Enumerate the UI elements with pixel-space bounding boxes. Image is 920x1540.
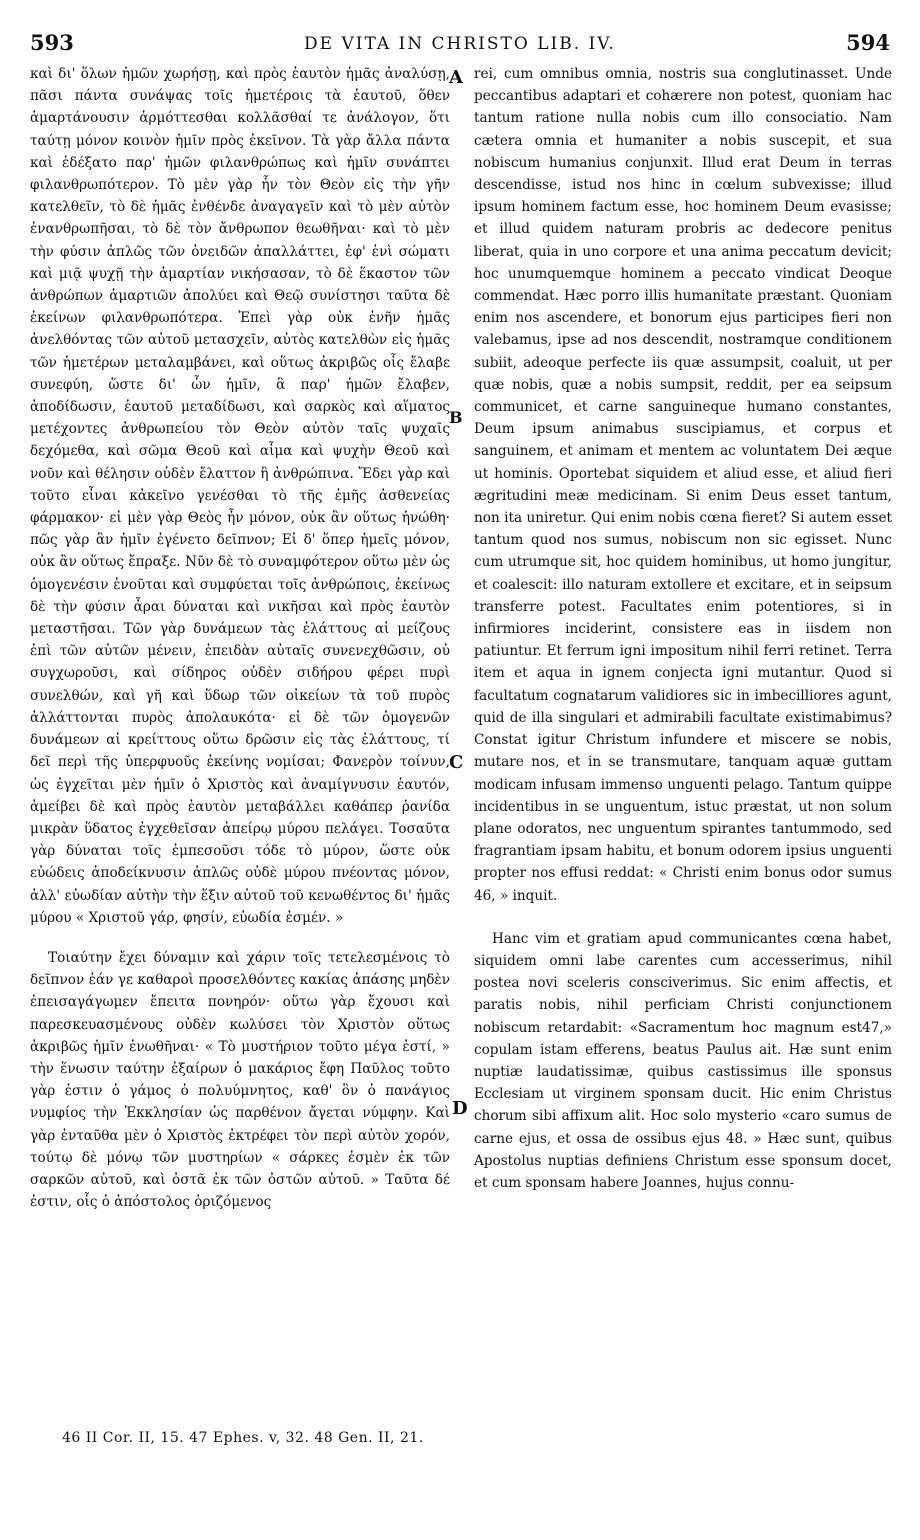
greek-paragraph-2: Τοιαύτην ἔχει δύναμιν καὶ χάριν τοῖς τετελεσμένοις τὸ δεῖπνον ἐάν γε καθαροὶ προσελθόντες κακίας ἁπάσης μηδὲν ἐπεισαγάγωμεν ἔπειτα πονηρόν· οὕτω γὰρ ἔχουσι καὶ παρεσκευασμένους οὐδὲν κωλύσει τὸν Χριστὸν οὕτως ἀκριβῶς ἡμῖν ἑνωθῆναι· « Τὸ μυστήριον τοῦτο μέγα ἐστί, » τὴν ἕνωσιν ταύτην ἐξαίρων ὁ μακάριος ἔφη Παῦλος τοῦτο γὰρ ἐστιν ὁ γάμος ὁ πολυύμνητος, καθ' ὃν ὁ πανάγιος νυμφίος τὴν Ἐκκλησίαν ὡς παρθένον ἄγεται νύμφην. Καὶ γὰρ ἐνταῦθα μὲν ὁ Χριστὸς ἐκτρέφει τὸν περὶ αὐτὸν χορόν, τούτῳ δὲ μόνῳ τῶν μυστηρίων « σάρκες ἐσμὲν ἐκ τῶν σαρκῶν αὐτοῦ, καὶ ὀστᾶ ἐκ τῶν ὀστῶν αὐτοῦ. » Ταῦτα δέ ἐστιν, οἷς ὁ ἀπόστολος ὁριζόμενος	[30, 949, 450, 1211]
latin-paragraph-gap	[474, 907, 892, 928]
margin-letter-a: A	[449, 67, 463, 88]
running-header	[30, 30, 890, 60]
latin-column	[474, 63, 892, 1194]
page-number-right: 594	[846, 30, 890, 55]
page-number-left: 593	[30, 30, 74, 55]
greek-column	[30, 63, 450, 1213]
running-title: DE VITA IN CHRISTO LIB. IV.	[304, 34, 616, 54]
latin-paragraph-1: rei, cum omnibus omnia, nostris sua conglutinasset. Unde peccantibus adaptari et cohærere non potest, quoniam hac tantum ratione nulla nobis cum illo consociatio. Nam cætera omnia et humaniter a nobis suscepit, et sua nobiscum humanius conjunxit. Illud erat Deum in terras descendisse, istud nos hinc in cœlum subvexisse; illud ipsum hominem factum esse, hoc hominem Deum evasisse; et illud quidem naturam probris ac dedecore penitus liberat, quia in uno corpore et una anima peccatum devicit; hoc unumquemque hominem a peccato vindicat Deoque commendat. Hæc porro illis humanitate præstant. Quoniam enim nos ascendere, et bonorum ejus participes fieri non valebamus, ipse ad nos descendit, nostramque conditionem subiit, adeoque perfecte iis quæ assumpsit, coaluit, ut per quæ nobis, quæ a nobis sumpsit, reddit, per ea seipsum communicet, et carne sanguineque humano constantes, Deum ipsum animabus suscipiamus, et corpus et sanguinem, et animam et mentem ac voluntatem Dei æque ut hominis. Oportebat siquidem et aliud esse, et aliud fieri ægritudini meæ medicinam. Si enim Deus esset tantum, non ita uniretur. Qui enim nobis cœna fieret? Si autem esset tantum quod nos sumus, nobiscum non sic egisset. Nunc cum utrumque sit, hoc quidem hominibus, ut homo jungitur, et coalescit: illo naturam extollere et excitare, et in seipsum transferre potest. Facultates enim potentiores, si in infirmiores inciderint, consistere eas in iisdem non patiuntur. Et ferrum igni impositum nihil ferri retinet. Terra item et aqua in ignem conjecta igni mutantur. Quod si facultatum cognatarum validiores sic in imbecilliores agunt, quid de illa singulari et admirabili facultate existimabimus? Constat igitur Christum infundere et miscere se nobis, mutare nos, et in se transmutare, tanquam aquæ guttam modicam infusam immenso unguenti pelago. Tantum quippe incidentibus in se unguentum, istuc præstat, ut non solum plane odoratos, nec unguentum spirantes tantummodo, sed fragrantiam ipsam habitu, et bonum odorem ipsius unguenti propter nos effusi reddat: « Christi enim bonus odor sumus 46, » inquit.	[474, 66, 892, 904]
margin-letter-d: D	[452, 1098, 468, 1119]
latin-paragraph-2: Hanc vim et gratiam apud communicantes cœna habet, siquidem omni labe carentes cum accesserimus, nihil postea novi sceleris consciverimus. Sic enim affectis, et paratis nobis, nihil perficiam Christi conjunctionem nobiscum retardabit: «Sacramentum hoc magnum est47,» copulam istam efferens, beatus Paulus ait. Hæ sunt enim nuptiæ laudatissimæ, quibus castissimus ille sponsus Ecclesiam ut virginem sponsam ducit. Hic enim Christus chorum sibi affixum alit. Hoc solo mysterio «caro sumus de carne ejus, et ossa de ossibus ejus 48. » Hæc sunt, quibus Apostolus nuptias definiens Christum esse sponsum docet, et cum sponsam habere Joannes, hujus connu-	[474, 930, 892, 1191]
greek-paragraph-1: καὶ δι' ὅλων ἡμῶν χωρήσῃ, καὶ πρὸς ἑαυτὸν ἡμᾶς ἀναλύσῃ, πᾶσι πάντα συνάψας τοῖς ἡμετέροις τὰ ἑαυτοῦ, ὅθεν ἁμαρτάνουσιν ἁρμόττεσθαι κολλᾶσθαί τε ἀνάλογον, ὅτι ταύτῃ μόνον κοινὸν ἡμῖν πρὸς ἐκεῖνον. Τὰ γὰρ ἄλλα πάντα καὶ ἐδέξατο παρ' ἡμῶν φιλανθρώπως καὶ ἡμῖν συνάπτει φιλανθρωπότερον. Τὸ μὲν γὰρ ἦν τὸν Θεὸν εἰς τὴν γῆν κατελθεῖν, τὸ δὲ ἡμᾶς ἐνθένδε ἀναγαγεῖν καὶ τὸ μὲν αὐτὸν ἐνανθρωπῆσαι, τὸ δὲ τὸν ἄνθρωπον θεωθῆναι· καὶ τὸ μὲν τὴν φύσιν ἁπλῶς τῶν ὀνειδῶν ἀπαλλάττει, ἐφ' ἑνὶ σώματι καὶ μιᾷ ψυχῇ τὴν ἁμαρτίαν νικήσασαν, τὸ δὲ ἕκαστον τῶν ἀνθρώπων ἁμαρτιῶν ἀπολύει καὶ Θεῷ συνίστησι ταῦτα δὲ ἐκείνων φιλανθρωπότερα. Ἐπεὶ γὰρ οὐκ ἐνῆν ἡμᾶς ἀνελθόντας τῶν αὐτοῦ μετασχεῖν, αὐτὸς κατελθὼν εἰς ἡμᾶς τῶν ἡμετέρων μεταλαμβάνει, καὶ οὕτως ἀκριβῶς οἷς ἔλαβε συνεφύη, ὥστε δι' ὧν ἡμῖν, ἃ παρ' ἡμῶν ἔλαβεν, ἀποδίδωσιν, ἑαυτοῦ μεταδίδωσι, καὶ σαρκὸς καὶ αἵματος μετέχοντες ἀνθρωπείου τὸν Θεὸν αὐτὸν ταῖς ψυχαῖς δεχόμεθα, καὶ σῶμα Θεοῦ καὶ αἷμα καὶ ψυχὴν Θεοῦ καὶ νοῦν καὶ θέλησιν οὐδὲν ἔλαττον ἢ ἀνθρώπινα. Ἔδει γὰρ καὶ τοῦτο εἶναι κἀκεῖνο γενέσθαι τὸ τῆς ἐμῆς ἀσθενείας φάρμακον· εἰ μὲν γὰρ Θεὸς ἦν μόνον, οὐκ ἂν οὕτως ἡνώθη· πῶς γὰρ ἂν ἡμῖν ἐγένετο δεῖπνον; Εἰ δ' ὅπερ ἡμεῖς μόνον, οὐκ ἂν οὕτως ἔπραξε. Νῦν δὲ τὸ συναμφότερον οὕτω μὲν ὡς ὁμογενέσιν ἑνοῦται καὶ συμφύεται τοῖς ἀνθρώποις, ἐκείνως δὲ τὴν φύσιν ἆραι δύναται καὶ νικῆσαι καὶ πρὸς ἑαυτὸν μεταστῆσαι. Τῶν γὰρ δυνάμεων τὰς ἐλάττους αἱ μείζους ἐπὶ τῶν αὐτῶν μένειν, ἐπειδὰν αὐταῖς συνενεχθῶσιν, οὐ συγχωροῦσι, καὶ σίδηρος οὐδὲν σιδήρου φέρει πυρὶ συνελθών, καὶ γῆ καὶ ὕδωρ τῶν οἰκείων τὰ τοῦ πυρὸς ἀλλάττονται πυρὸς ἀπολαυκότα· εἰ δὲ τῶν ὁμογενῶν δυνάμεων αἱ κρείττους οὕτω δρῶσιν εἰς τὰς ἐλάττους, τί δεῖ περὶ τῆς ὑπερφυοῦς ἐκείνης νομίσαι; Φανερὸν τοίνυν, ὡς ἐγχεῖται μὲν ἡμῖν ὁ Χριστὸς καὶ ἀναμίγνυσιν ἑαυτόν, ἀμείβει δὲ καὶ πρὸς ἑαυτὸν μεταβάλλει καθάπερ ῥανίδα μικρὰν ὕδατος ἐγχεθεῖσαν ἀπείρῳ μύρου πελάγει. Τοσαῦτα γὰρ δύναται τοῖς ἐμπεσοῦσι τόδε τὸ μύρον, ὥστε οὐκ εὐώδεις ἀποδείκνυσιν ἁπλῶς οὐδὲ μύρου πνέοντας μόνον, ἀλλ' εὐωδίαν αὐτὴν τὴν ἕξιν αὐτοῦ τοῦ κενωθέντος δι' ἡμᾶς μύρου « Χριστοῦ γάρ, φησίν, εὐωδία ἐσμέν. »	[30, 66, 450, 926]
greek-paragraph-gap	[30, 929, 450, 947]
margin-letter-b: B	[449, 408, 463, 427]
footnotes: 46 II Cor. II, 15. 47 Ephes. v, 32. 48 Gen. II, 21.	[62, 1430, 424, 1446]
margin-letter-c: C	[449, 752, 464, 773]
